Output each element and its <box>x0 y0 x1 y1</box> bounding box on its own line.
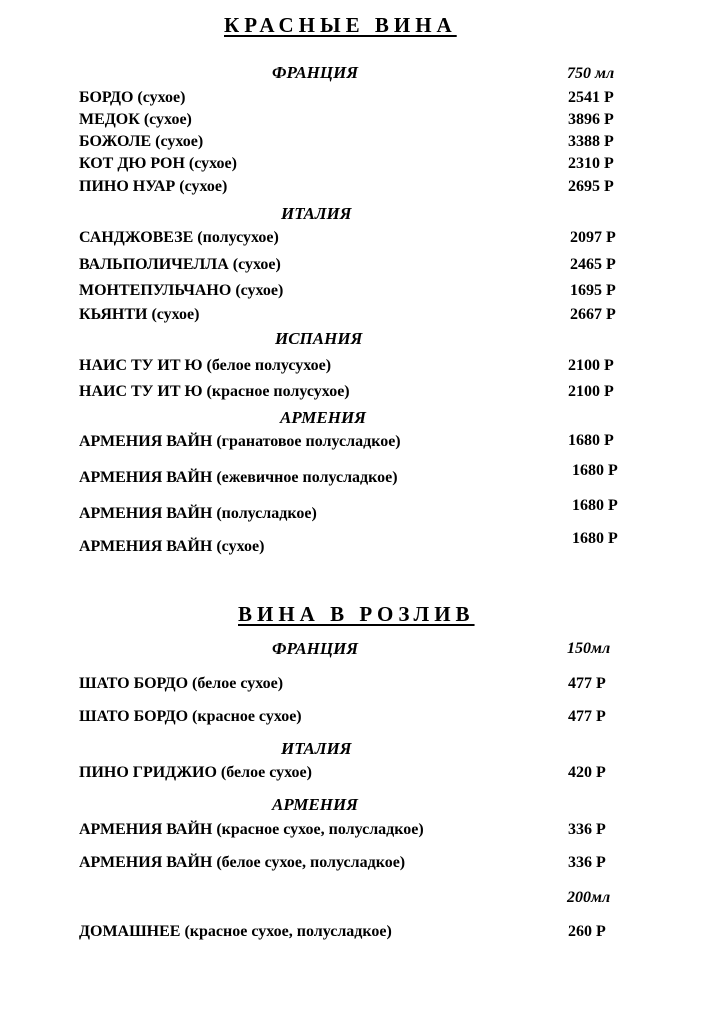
wine-item-name: АРМЕНИЯ ВАЙН (сухое) <box>79 538 265 555</box>
wine-item-name: МЕДОК (сухое) <box>79 111 192 128</box>
wine-item-name: КЬЯНТИ (сухое) <box>79 306 200 323</box>
country-armenia-heading: АРМЕНИЯ <box>280 408 366 427</box>
wine-item-name: ПИНО НУАР (сухое) <box>79 178 228 195</box>
wine-item-name: АРМЕНИЯ ВАЙН (белое сухое, полусладкое) <box>79 854 406 871</box>
wine-item-price: 2695 Р <box>568 178 614 195</box>
wine-item-price: 2097 Р <box>570 229 616 246</box>
wine-item-name: ШАТО БОРДО (белое сухое) <box>79 675 284 692</box>
wine-item-price: 2465 Р <box>570 256 616 273</box>
wine-item-price: 420 Р <box>568 764 606 781</box>
wine-item-name: БОРДО (сухое) <box>79 89 186 106</box>
wine-item-name: АРМЕНИЯ ВАЙН (полусладкое) <box>79 505 317 522</box>
wine-item-price: 2667 Р <box>570 306 616 323</box>
red-wines-title: КРАСНЫЕ ВИНА <box>224 13 457 37</box>
wine-item-price: 2310 Р <box>568 155 614 172</box>
country-spain-heading: ИСПАНИЯ <box>275 329 363 348</box>
wine-item-price: 336 Р <box>568 821 606 838</box>
wine-item-price: 2100 Р <box>568 357 614 374</box>
wine-item-price: 260 Р <box>568 923 606 940</box>
country-armenia-heading: АРМЕНИЯ <box>272 795 358 814</box>
wine-item-name: НАИС ТУ ИТ Ю (белое полусухое) <box>79 357 332 374</box>
wine-item-price: 3896 Р <box>568 111 614 128</box>
wine-item-price: 2541 Р <box>568 89 614 106</box>
country-france-heading: ФРАНЦИЯ <box>272 63 359 82</box>
wine-item-name: ПИНО ГРИДЖИО (белое сухое) <box>79 764 312 781</box>
volume-750-label: 750 мл <box>567 65 615 82</box>
wine-item-name: ШАТО БОРДО (красное сухое) <box>79 708 302 725</box>
wine-item-price: 1680 Р <box>572 530 618 547</box>
wine-item-price: 336 Р <box>568 854 606 871</box>
wine-item-price: 2100 Р <box>568 383 614 400</box>
wine-item-price: 1680 Р <box>572 462 618 479</box>
wine-item-price: 1680 Р <box>568 432 614 449</box>
volume-150-label: 150мл <box>567 640 611 657</box>
wine-item-name: ВАЛЬПОЛИЧЕЛЛА (сухое) <box>79 256 281 273</box>
wine-item-price: 1680 Р <box>572 497 618 514</box>
volume-200-label: 200мл <box>567 889 611 906</box>
country-italy-heading: ИТАЛИЯ <box>281 739 352 758</box>
wine-item-name: БОЖОЛЕ (сухое) <box>79 133 204 150</box>
wine-item-price: 3388 Р <box>568 133 614 150</box>
wine-item-name: НАИС ТУ ИТ Ю (красное полусухое) <box>79 383 350 400</box>
wine-item-name: АРМЕНИЯ ВАЙН (ежевичное полусладкое) <box>79 469 398 486</box>
wine-item-price: 1695 Р <box>570 282 616 299</box>
country-italy-heading: ИТАЛИЯ <box>281 204 352 223</box>
wine-item-name: ДОМАШНЕЕ (красное сухое, полусладкое) <box>79 923 392 940</box>
by-the-glass-title: ВИНА В РОЗЛИВ <box>238 602 475 626</box>
wine-item-name: САНДЖОВЕЗЕ (полусухое) <box>79 229 279 246</box>
wine-item-name: АРМЕНИЯ ВАЙН (красное сухое, полусладкое) <box>79 821 424 838</box>
wine-item-name: МОНТЕПУЛЬЧАНО (сухое) <box>79 282 284 299</box>
wine-item-price: 477 Р <box>568 708 606 725</box>
wine-item-name: АРМЕНИЯ ВАЙН (гранатовое полусладкое) <box>79 433 401 450</box>
country-france-heading: ФРАНЦИЯ <box>272 639 359 658</box>
wine-item-name: КОТ ДЮ РОН (сухое) <box>79 155 237 172</box>
wine-item-price: 477 Р <box>568 675 606 692</box>
